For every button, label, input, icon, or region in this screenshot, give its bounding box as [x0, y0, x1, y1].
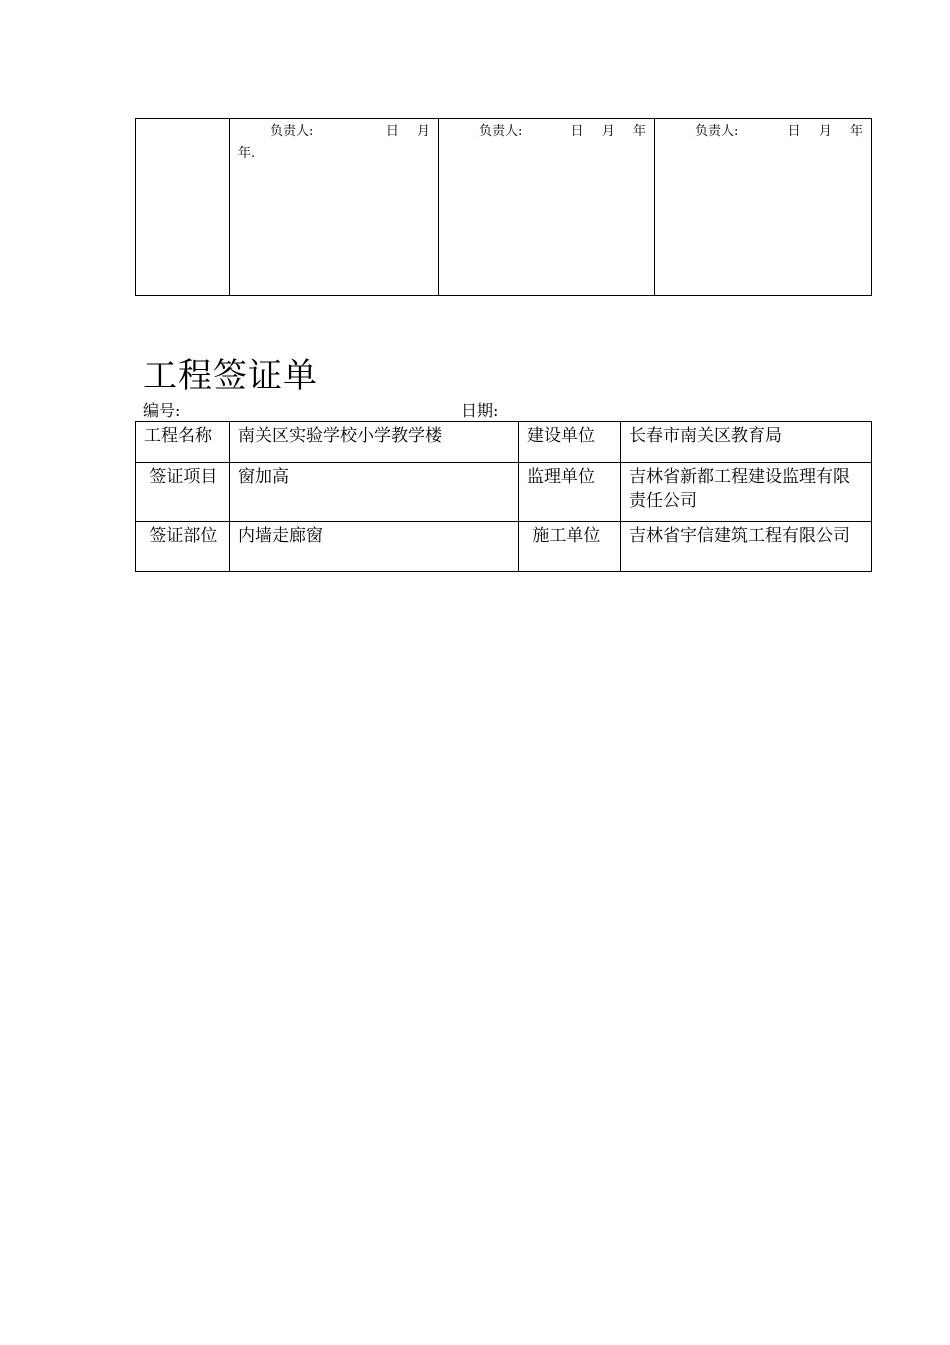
number-label: 编号: [143, 401, 181, 420]
field-value: 内墙走廊窗 [230, 522, 519, 572]
day-label: 日 [787, 124, 801, 139]
month-label: 月 [416, 124, 430, 139]
year-label: 年 [632, 124, 646, 139]
year-label: 年 [849, 124, 863, 139]
date-fields [788, 121, 863, 143]
field-value: 吉林省宇信建筑工程有限公司 [621, 522, 872, 572]
signature-line [439, 119, 654, 143]
field-label: 施工单位 [519, 522, 621, 572]
field-label: 签证部位 [136, 522, 230, 572]
signature-row [136, 119, 872, 296]
field-value: 吉林省新都工程建设监理有限责任公司 [621, 463, 872, 522]
signature-cell-3 [655, 119, 872, 296]
signature-line [230, 119, 438, 143]
page-title: 工程签证单 [143, 356, 318, 396]
field-value: 南关区实验学校小学教学楼 [230, 422, 519, 463]
signature-cell-2 [439, 119, 655, 296]
signature-cell-1 [230, 119, 439, 296]
field-label: 监理单位 [519, 463, 621, 522]
date-fields [386, 121, 430, 143]
field-label: 建设单位 [519, 422, 621, 463]
responsible-label: 负责人: [695, 124, 739, 139]
field-label: 工程名称 [136, 422, 230, 463]
date-fields [571, 121, 646, 143]
info-table [135, 421, 872, 572]
table-row [136, 422, 872, 463]
responsible-label: 负责人: [479, 124, 523, 139]
table-row [136, 463, 872, 522]
table-row [136, 522, 872, 572]
signature-blank-cell [136, 119, 230, 296]
day-label: 日 [385, 124, 399, 139]
field-value: 窗加高 [230, 463, 519, 522]
field-label: 签证项目 [136, 463, 230, 522]
day-label: 日 [570, 124, 584, 139]
signature-table [135, 118, 872, 296]
signature-line [655, 119, 871, 143]
date-label: 日期: [461, 401, 499, 420]
field-value: 长春市南关区教育局 [621, 422, 872, 463]
responsible-label: 负责人: [270, 124, 314, 139]
month-label: 月 [818, 124, 832, 139]
year-label: 年. [238, 146, 256, 161]
month-label: 月 [601, 124, 615, 139]
